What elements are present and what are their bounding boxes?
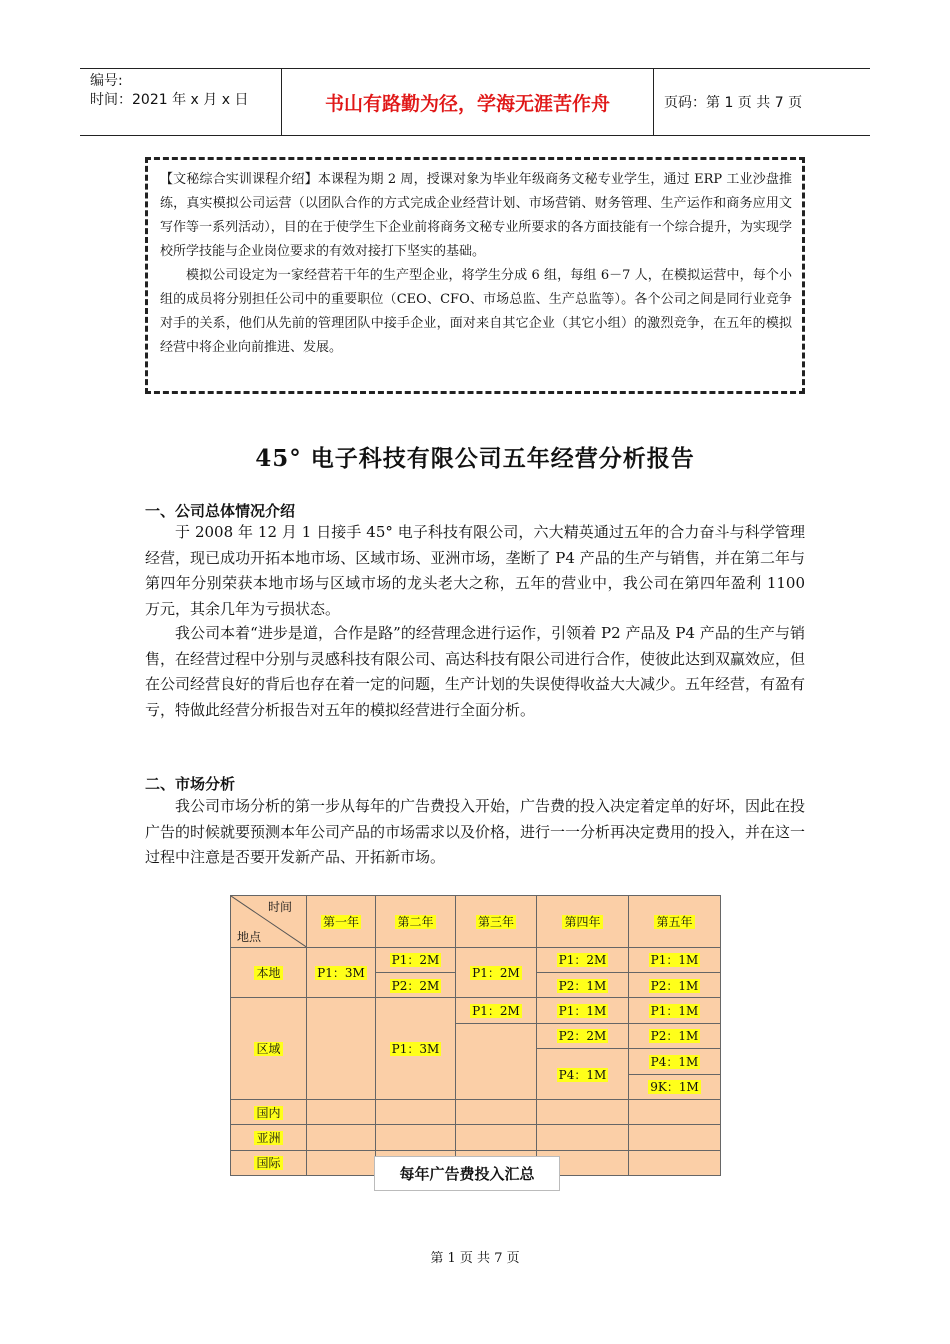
table-corner-cell [231, 896, 307, 948]
page-footer: 第 1 页 共 7 页 [430, 1251, 520, 1266]
table-cell [376, 1125, 456, 1150]
region-asia: 亚洲 [231, 1125, 307, 1150]
section-1-paragraph-2: 我公司本着“进步是道，合作是路”的经营理念进行运作，引领着 P2 产品及 P4 产品的生产与销售，在经营过程中分别与灵感科技有限公司、高达科技有限公司进行合作，使彼此达到双赢效应，但在公司经营良好的背后也存在着一定的问题，生产计划的失误使得收益大大减少。五年经营，有盈有亏，特做此经营分析报告对五年的模拟经营进行全面分析。 [145, 624, 806, 719]
table-cell: P1：1M [629, 998, 721, 1023]
section-2-heading: 二、市场分析 [145, 775, 236, 793]
ad-spend-table [230, 895, 720, 1176]
table-cell: P2：1M [537, 973, 629, 998]
year-header: 第五年 [629, 896, 721, 948]
table-cell: P4：1M [629, 1049, 721, 1074]
header-page-info: 页码：第 1 页 共 7 页 [664, 95, 803, 111]
table-cell [629, 1150, 721, 1175]
table-cell: P2：2M [537, 1023, 629, 1048]
table-cell: P2：1M [629, 1023, 721, 1048]
page-header [80, 68, 870, 136]
intro-paragraph-2: 模拟公司设定为一家经营若干年的生产型企业，将学生分成 6 组，每组 6－7 人，在模拟运营中，每个小组的成员将分别担任公司中的重要职位（CEO、CFO、市场总监、生产总监等）。各个公司之间是同行业竞争对手的关系，他们从先前的管理团队中接手企业，面对来自其它企业（其它小组）的激烈竞争，在五年的模拟经营中将企业向前推进、发展。 [160, 268, 792, 355]
code-label: 编号: [90, 73, 123, 89]
table-cell: P1：1M [537, 998, 629, 1023]
region-domestic: 国内 [231, 1099, 307, 1124]
table-cell [307, 998, 376, 1099]
region-regional: 区域 [231, 998, 307, 1099]
table-cell [456, 1099, 537, 1124]
table-cell: P2：2M [376, 973, 456, 998]
table-cell: P1：3M [307, 947, 376, 998]
table-cell: P1：1M [629, 947, 721, 972]
region-local: 本地 [231, 947, 307, 998]
section-2-paragraph-1: 我公司市场分析的第一步从每年的广告费投入开始，广告费的投入决定着定单的好坏，因此在投广告的时候就要预测本年公司产品的市场需求以及价格，进行一一分析再决定费用的投入，并在这一过程中注意是否要开发新产品、开拓新市场。 [145, 797, 806, 866]
table-cell: P4：1M [537, 1049, 629, 1100]
table-cell [537, 1099, 629, 1124]
table-caption: 每年广告费投入汇总 [374, 1156, 560, 1191]
intro-paragraph-1: 【文秘综合实训课程介绍】本课程为期 2 周，授课对象为毕业年级商务文秘专业学生，通过 ERP 工业沙盘推练，真实模拟公司运营（以团队合作的方式完成企业经营计划、市场营销、财务管理、生产运作和商务应用文写作等一系列活动），目的在于使学生下企业前将商务文秘专业所要求的各方面技能有一个综合提升，为实现学校所学技能与企业岗位要求的有效对接打下坚实的基础。 [160, 172, 792, 259]
table-cell [629, 1125, 721, 1150]
header-motto: 书山有路勤为径，学海无涯苦作舟 [282, 69, 654, 135]
corner-time-label: 时间 [267, 900, 292, 914]
table-cell: P2：1M [629, 973, 721, 998]
corner-place-label: 地点 [237, 929, 262, 944]
table-cell: P1：3M [376, 998, 456, 1099]
table-cell: P1：2M [376, 947, 456, 972]
year-header: 第一年 [307, 896, 376, 948]
table-cell: P1：2M [456, 947, 537, 998]
section-1-heading: 一、公司总体情况介绍 [145, 502, 296, 520]
time-label: 时间：2021 年 x 月 x 日 [90, 92, 249, 108]
year-header: 第四年 [537, 896, 629, 948]
table-cell [307, 1125, 376, 1150]
table-cell: P1：2M [456, 998, 537, 1023]
report-title: 45° 电子科技有限公司五年经营分析报告 [255, 445, 695, 472]
table-cell [307, 1099, 376, 1124]
section-1-paragraph-1: 于 2008 年 12 月 1 日接手 45° 电子科技有限公司，六大精英通过五年的合力奋斗与科学管理经营，现已成功开拓本地市场、区域市场、亚洲市场，垄断了 P4 产品的生产与销售，并在第二年与第四年分别荣获本地市场与区域市场的龙头老大之称，五年的营业中，我公司在第四年盈利 1100 万元，其余几年为亏损状态。 [145, 523, 805, 618]
table-cell [537, 1125, 629, 1150]
table-cell [456, 1125, 537, 1150]
table-cell: 9K：1M [629, 1074, 721, 1099]
table-cell: P1：2M [537, 947, 629, 972]
year-header: 第三年 [456, 896, 537, 948]
table-cell [307, 1150, 376, 1175]
year-header: 第二年 [376, 896, 456, 948]
course-intro-box [145, 157, 805, 394]
table-cell [376, 1099, 456, 1124]
table-cell [629, 1099, 721, 1124]
header-meta [80, 69, 282, 135]
table-cell [456, 1023, 537, 1099]
region-international: 国际 [231, 1150, 307, 1175]
